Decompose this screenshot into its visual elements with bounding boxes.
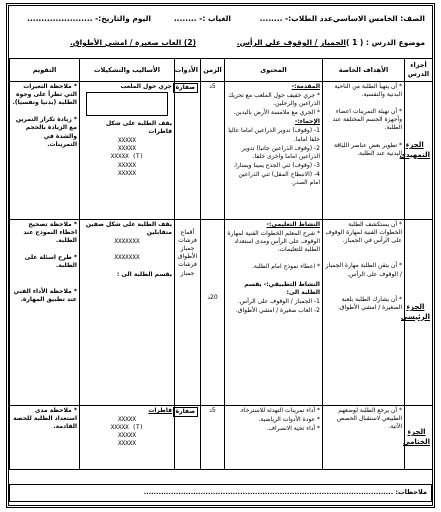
time-main: 20د <box>201 220 225 406</box>
absent-count: الغياب :- ........ <box>173 14 231 23</box>
evaluation-closing: * ملاحظة مدى استعداد الطلبة للحصة القادمة. <box>10 406 80 470</box>
notes-line: ملاحظات: ..................................................................................................... <box>9 484 432 502</box>
col-time: الزمن <box>201 59 225 82</box>
objectives-main: * أن يستكشف الطلبة الخطوات الفنية لمهارة الوقوف على الرأس في الجمباز. * أن يتقن الطلبة مهارة الجمباز / الوقوف على الرأس. * أن يشارك الطلبة بلعبة الصغيرة / امشي الأطواق. <box>323 220 405 406</box>
day-date: اليوم والتاريخ:- ....................... <box>27 14 151 23</box>
part-main: الجزء الرئيسي <box>405 220 433 406</box>
lesson-topic-1: الجمباز / الوقوف على الرأس. <box>236 38 346 47</box>
time-closing: 5د <box>201 406 225 470</box>
table-row-intro <box>10 82 433 220</box>
methods-main: يقف الطلبة على شكل صفين متقابلين XXXXXXX XXXXXXX يقسم الطلبة الى : <box>80 220 175 406</box>
lesson-topic-label: موضوع الدرس : ( 1 ) <box>346 38 425 47</box>
col-content: المحتوى <box>225 59 323 82</box>
objectives-intro: * أن يتهيأ الطلبة من الناحية البدنية والنفسية. * أن تهيئة التمرينات اعضاء وأجهزة الجسم المختلفة عند الطلبة. * تطوير بعض عناصر اللياقة البدنية عند الطلبة. <box>323 82 405 220</box>
content-main: النشاط التعليمي:- * شرح المعلم الخطوات الفنية لمهارة الوقوف على الرأس ومدى استعداد الطلبة للتعليمات. * اعطاء نموذج امام الطلبة. النشاط التطبيقي:- يقسم الطلبة الى: 1- الجمباز / الوقوف على الرأس. 2- العاب صغيرة / امشي الأطواق. <box>225 220 323 406</box>
class-label: الصف: الخامس الاساسي <box>332 14 425 23</box>
table-row-main <box>10 220 433 406</box>
content-closing: * أداء تمرينات التهدئة للاسترخاء. * عودة الأدوات الرياضية. * أداء تحية الانصراف. <box>225 406 323 470</box>
col-methods: الأساليب والتشكيلات <box>80 59 175 82</box>
col-part: أجزاء الدرس <box>405 59 433 82</box>
tools-main: أقماع فرشات جمباز الأطواق فرشات جمباز <box>175 220 201 406</box>
col-evaluation: التقويم <box>10 59 80 82</box>
part-closing: الجزء الختامي <box>405 406 433 470</box>
tools-intro: صفارة <box>175 82 201 220</box>
tools-closing: صفارة <box>175 406 201 470</box>
lesson-plan-table <box>9 58 433 470</box>
part-intro: الجزء التمهيدي <box>405 82 433 220</box>
objectives-closing: * أن يرجع الطلبة لوضعهم الطبيعي لاستقبال الحصص الآتية. <box>323 406 405 470</box>
methods-closing: قاطرات XXXXX XXXXX (T) XXXXX XXXXX <box>80 406 175 470</box>
evaluation-main: * ملاحظة تصحيح اخطاء النموذج عند الطلبة. * طرح اسئلة على الطلبة. * ملاحظة الأداء الفني عند تطبيق المهارة. <box>10 220 80 406</box>
methods-intro: جري حول الملعب يقف الطلبة على شكل قاطرات XXXXX XXXXX XXXXX (T) XXXXX XXXXX <box>80 82 175 220</box>
evaluation-intro: * ملاحظة التغيرات التي تطرأ على وجوه الطلبة (بدنيا ونفسيا). * زيادة تكرار التمرين مع الزيادة بالحجم والشدة في التمرينات. <box>10 82 80 220</box>
lesson-topic-2: (2) العاب صغيرة / امشي الأطواق. <box>70 38 196 47</box>
col-tools: الأدوات <box>175 59 201 82</box>
col-objectives: الأهداف الخاصة <box>323 59 405 82</box>
content-intro: المقدمة:- * جري خفيف حول الملعب مع تحريك الذراعين والرجلين. * الجري مع ملامسة الأرض باليدين. الإحماء:- 1- (وقوف) تدوير الذراعين اماما عاليا خلفا اماما. 2- (وقوف الذراعين جانبا) تدوير الذراعين اماما واخرى خلفا. 3- (وقوف) ثني الجذع يمينا ويسارا. 4- (الانبطاح المقل) ثني الذراعين امام الصدر. <box>225 82 323 220</box>
students-count: عدد الطلاب:- ........ <box>259 14 333 23</box>
time-intro: 5د <box>201 82 225 220</box>
table-row-closing <box>10 406 433 470</box>
